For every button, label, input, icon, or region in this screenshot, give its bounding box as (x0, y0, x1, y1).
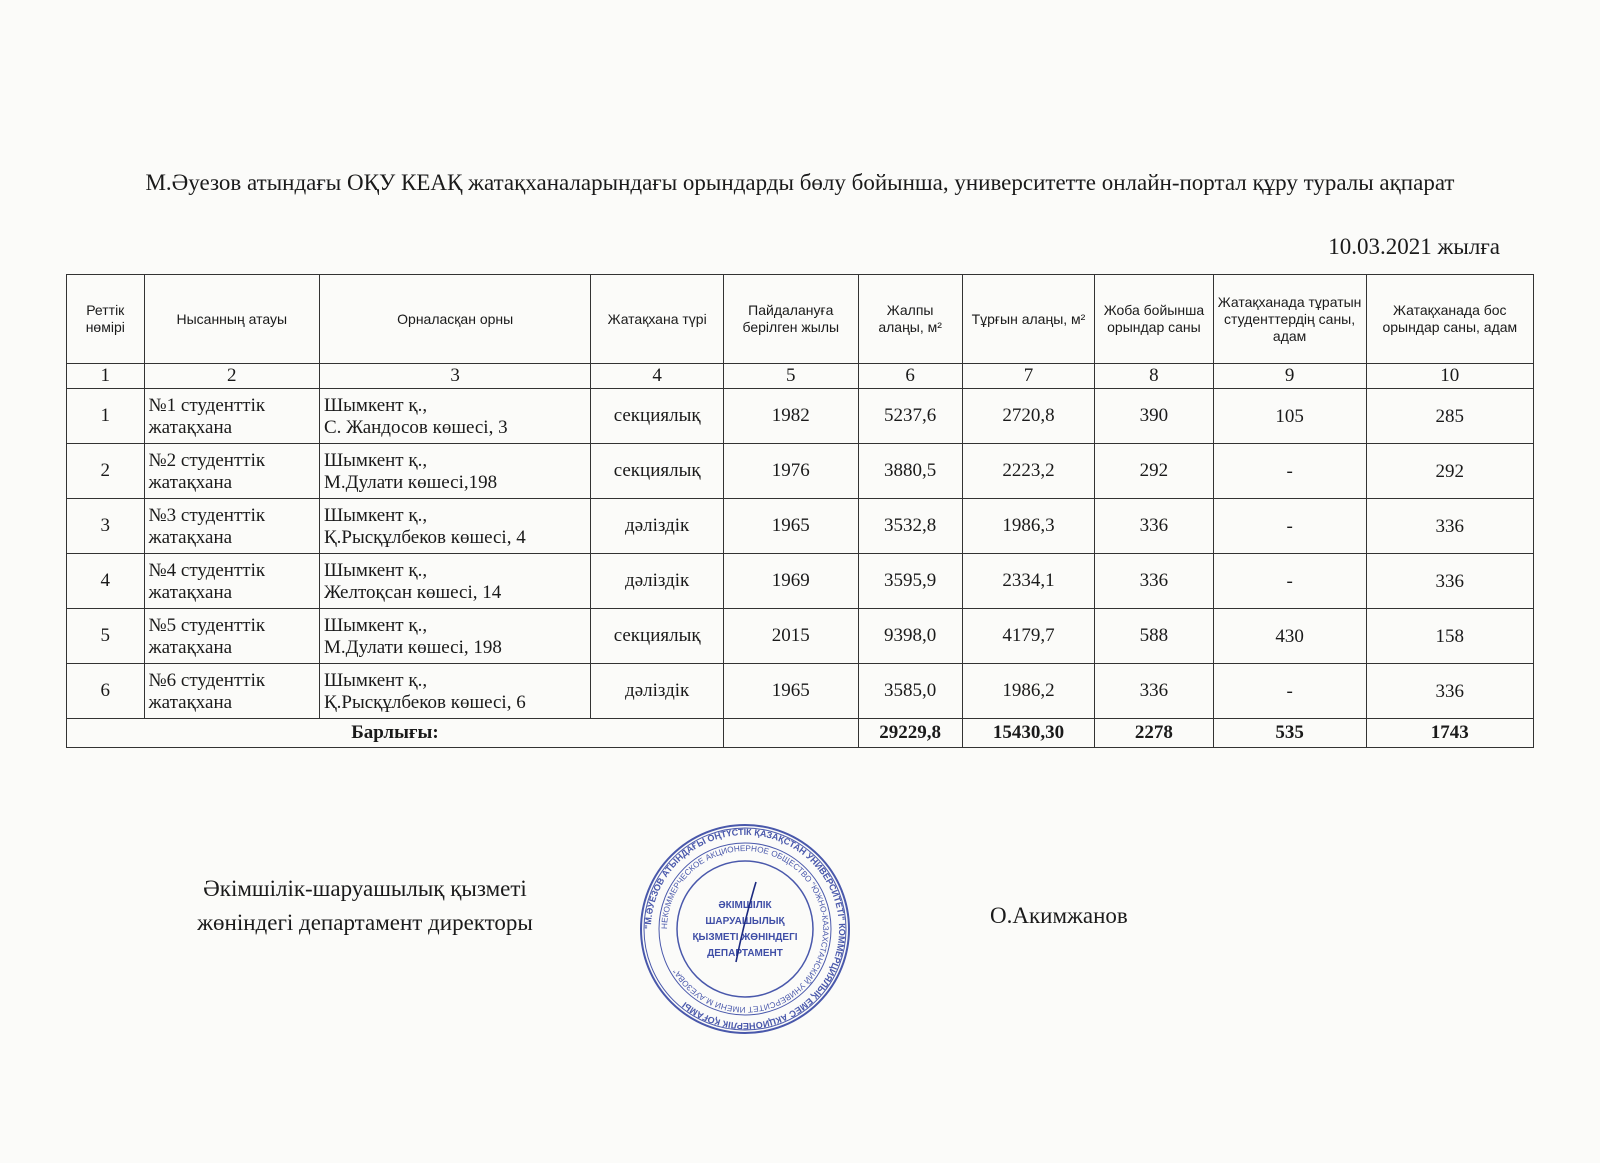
free-places: 285 (1366, 389, 1533, 444)
location-street: С. Жандосов көшесі, 3 (323, 417, 508, 438)
places: 390 (1095, 389, 1213, 444)
column-number: 7 (962, 364, 1095, 389)
total-year-empty (723, 719, 858, 748)
dorm-type: дәліздік (591, 554, 724, 609)
location (319, 554, 590, 609)
location-city: Шымкент қ., (323, 560, 428, 581)
column-number-row (67, 364, 1534, 389)
location (319, 499, 590, 554)
living-area: 2334,1 (962, 554, 1095, 609)
residents: - (1213, 554, 1366, 609)
row-number: 6 (67, 664, 145, 719)
year: 1969 (723, 554, 858, 609)
row-number: 4 (67, 554, 145, 609)
header-cell: Жалпы алаңы, м² (858, 275, 962, 364)
header-cell: Тұрғын алаңы, м² (962, 275, 1095, 364)
object-name: №6 студенттік жатақхана (144, 664, 319, 719)
svg-text:НЕКОММЕРЧЕСКОЕ АКЦИОНЕРНОЕ ОБЩ (660, 844, 830, 1014)
total-row (67, 719, 1534, 748)
dorm-type: секциялық (591, 389, 724, 444)
residents-sum: 535 (1213, 719, 1366, 748)
object-name: №4 студенттік жатақхана (144, 554, 319, 609)
position-line-2: жөніндегі департамент директоры (197, 910, 533, 935)
row-number: 2 (67, 444, 145, 499)
column-number: 5 (723, 364, 858, 389)
total-label: Барлығы: (67, 719, 724, 748)
signatory-position (150, 872, 580, 940)
residents: 105 (1213, 389, 1366, 444)
location (319, 609, 590, 664)
column-number: 9 (1213, 364, 1366, 389)
free-places: 292 (1366, 444, 1533, 499)
free-places: 336 (1366, 664, 1533, 719)
header-cell: Жатақхана түрі (591, 275, 724, 364)
table-row (67, 389, 1534, 444)
table-row (67, 609, 1534, 664)
location (319, 444, 590, 499)
free-places: 158 (1366, 609, 1533, 664)
object-name: №2 студенттік жатақхана (144, 444, 319, 499)
column-number: 3 (319, 364, 590, 389)
object-name: №3 студенттік жатақхана (144, 499, 319, 554)
dormitory-table (66, 274, 1534, 748)
document-title: М.Әуезов атындағы ОҚУ КЕАҚ жатақханаларындағы орындарды бөлу бойынша, университетте онлайн-портал құру туралы ақпарат (145, 170, 1455, 195)
location (319, 664, 590, 719)
living-area: 1986,2 (962, 664, 1095, 719)
total-area: 3595,9 (858, 554, 962, 609)
free-places: 336 (1366, 554, 1533, 609)
places: 336 (1095, 554, 1213, 609)
total-area: 3880,5 (858, 444, 962, 499)
header-cell: Пайдалануға берілген жылы (723, 275, 858, 364)
location-city: Шымкент қ., (323, 450, 428, 471)
location-city: Шымкент қ., (323, 670, 428, 691)
places-sum: 2278 (1095, 719, 1213, 748)
location (319, 389, 590, 444)
column-number: 1 (67, 364, 145, 389)
places: 336 (1095, 499, 1213, 554)
header-cell: Жатақханада тұратын студенттердің саны, адам (1213, 275, 1366, 364)
location-street: Желтоқсан көшесі, 14 (323, 582, 502, 603)
free-places-sum: 1743 (1366, 719, 1533, 748)
places: 336 (1095, 664, 1213, 719)
seal-outer-text: "М.ӘУЕЗОВ АТЫНДАҒЫ ОҢТҮСТІК ҚАЗАҚСТАН УНИВЕРСИТЕТІ" КОММЕРЦИЯЛЫҚ ЕМЕС АКЦИОНЕРЛІК ҚОҒАМЫ (642, 826, 848, 1032)
location-city: Шымкент қ., (323, 395, 428, 416)
seal-center-line: ӘКІМШІЛІК (718, 900, 772, 911)
position-line-1: Әкімшілік-шаруашылық қызметі (203, 876, 527, 901)
free-places: 336 (1366, 499, 1533, 554)
living-area-sum: 15430,30 (962, 719, 1095, 748)
document-date: 10.03.2021 жылға (1328, 234, 1500, 259)
location-street: М.Дулати көшесі,198 (323, 472, 498, 493)
seal-inner-text: НЕКОММЕРЧЕСКОЕ АКЦИОНЕРНОЕ ОБЩЕСТВО "ЮЖНО-КАЗАХСТАНСКИЙ УНИВЕРСИТЕТ ИМЕНИ М.АУЕЗОВА" (659, 843, 831, 1015)
year: 1982 (723, 389, 858, 444)
dorm-type: дәліздік (591, 664, 724, 719)
year: 2015 (723, 609, 858, 664)
year: 1965 (723, 499, 858, 554)
year: 1965 (723, 664, 858, 719)
header-cell: Нысанның атауы (144, 275, 319, 364)
table-row (67, 664, 1534, 719)
signatory-name: О.Акимжанов (990, 903, 1128, 928)
row-number: 5 (67, 609, 145, 664)
header-cell: Жатақханада бос орындар саны, адам (1366, 275, 1533, 364)
header-cell: Реттік нөмірі (67, 275, 145, 364)
header-cell: Орналасқан орны (319, 275, 590, 364)
header-row (67, 275, 1534, 364)
total-area: 9398,0 (858, 609, 962, 664)
total-area: 3585,0 (858, 664, 962, 719)
dorm-type: секциялық (591, 609, 724, 664)
total-area-sum: 29229,8 (858, 719, 962, 748)
location-city: Шымкент қ., (323, 615, 428, 636)
places: 292 (1095, 444, 1213, 499)
table-row (67, 554, 1534, 609)
dorm-type: секциялық (591, 444, 724, 499)
living-area: 2223,2 (962, 444, 1095, 499)
row-number: 3 (67, 499, 145, 554)
header-cell: Жоба бойынша орындар саны (1095, 275, 1213, 364)
living-area: 2720,8 (962, 389, 1095, 444)
column-number: 6 (858, 364, 962, 389)
dorm-type: дәліздік (591, 499, 724, 554)
column-number: 10 (1366, 364, 1533, 389)
residents: 430 (1213, 609, 1366, 664)
residents: - (1213, 499, 1366, 554)
seal-center-line: ДЕПАРТАМЕНТ (707, 948, 783, 959)
seal-center-line: ШАРУАШЫЛЫҚ (705, 916, 785, 927)
official-seal (638, 822, 852, 1036)
living-area: 1986,3 (962, 499, 1095, 554)
residents: - (1213, 444, 1366, 499)
living-area: 4179,7 (962, 609, 1095, 664)
places: 588 (1095, 609, 1213, 664)
location-street: Қ.Рысқұлбеков көшесі, 4 (323, 527, 526, 548)
location-street: М.Дулати көшесі, 198 (323, 637, 502, 658)
seal-center-line: ҚЫЗМЕТІ ЖӨНІНДЕГІ (692, 932, 798, 943)
total-area: 3532,8 (858, 499, 962, 554)
object-name: №1 студенттік жатақхана (144, 389, 319, 444)
object-name: №5 студенттік жатақхана (144, 609, 319, 664)
row-number: 1 (67, 389, 145, 444)
column-number: 8 (1095, 364, 1213, 389)
location-city: Шымкент қ., (323, 505, 428, 526)
column-number: 2 (144, 364, 319, 389)
location-street: Қ.Рысқұлбеков көшесі, 6 (323, 692, 526, 713)
year: 1976 (723, 444, 858, 499)
residents: - (1213, 664, 1366, 719)
total-area: 5237,6 (858, 389, 962, 444)
table-row (67, 499, 1534, 554)
column-number: 4 (591, 364, 724, 389)
table-row (67, 444, 1534, 499)
